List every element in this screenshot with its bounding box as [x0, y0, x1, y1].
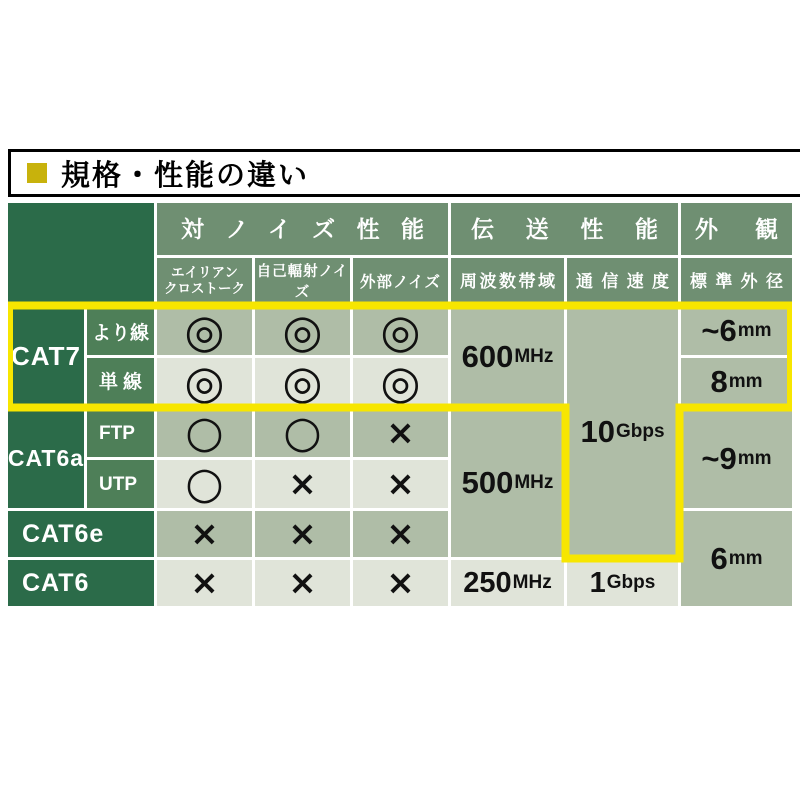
header-diameter: 標準外径	[681, 258, 792, 304]
header-speed: 通信速度	[567, 258, 678, 304]
cell-cat7-stranded-external: ◎	[353, 307, 448, 355]
title-bullet-square	[27, 163, 47, 183]
cell-cat7-solid-diameter: 8 mm	[681, 358, 792, 406]
row-sublabel-cat7-solid: 単線	[87, 358, 154, 406]
cell-speed-1gbps: 1 Gbps	[567, 560, 678, 606]
cell-cat6a-bandwidth: 500 MHz	[451, 409, 564, 557]
cell-cat6-external: ×	[353, 560, 448, 606]
row-label-cat6e: CAT6e	[8, 511, 154, 557]
header-self-radiated-noise: 自己輻射ノイズ	[255, 258, 350, 304]
cell-cat6a-ftp-external: ×	[353, 409, 448, 457]
cell-cat6a-utp-external: ×	[353, 460, 448, 508]
cell-cat6a-ftp-self: ○	[255, 409, 350, 457]
header-external-noise: 外部ノイズ	[353, 258, 448, 304]
spec-comparison-table	[8, 203, 792, 606]
cell-cat7-solid-external: ◎	[353, 358, 448, 406]
cell-cat6a-utp-self: ×	[255, 460, 350, 508]
cell-cat6-self: ×	[255, 560, 350, 606]
cell-cat6e-alien: ×	[157, 511, 252, 557]
cell-cat7-stranded-diameter: ~6 mm	[681, 307, 792, 355]
cell-cat7-stranded-alien: ◎	[157, 307, 252, 355]
cell-cat6a-diameter: ~9 mm	[681, 409, 792, 508]
row-sublabel-cat6a-ftp: FTP	[87, 409, 154, 457]
cell-cat6a-ftp-alien: ○	[157, 409, 252, 457]
cell-cat6e-external: ×	[353, 511, 448, 557]
header-corner-cell	[8, 203, 154, 304]
section-title: 規格・性能の違い	[61, 159, 310, 192]
header-group-transmission: 伝送性能	[451, 203, 678, 255]
header-bandwidth: 周波数帯域	[451, 258, 564, 304]
cell-cat7-solid-alien: ◎	[157, 358, 252, 406]
cell-cat7-bandwidth: 600 MHz	[451, 307, 564, 406]
cell-speed-10gbps: 10 Gbps	[567, 307, 678, 557]
row-sublabel-cat6a-utp: UTP	[87, 460, 154, 508]
header-group-noise: 対ノイズ性能	[157, 203, 448, 255]
row-label-cat6: CAT6	[8, 560, 154, 606]
cell-cat6-diameter: 6 mm	[681, 511, 792, 606]
cell-cat6-alien: ×	[157, 560, 252, 606]
cell-cat7-stranded-self: ◎	[255, 307, 350, 355]
row-label-cat6a: CAT6a	[8, 409, 84, 508]
cell-cat6a-utp-alien: ○	[157, 460, 252, 508]
row-label-cat7: CAT7	[8, 307, 84, 406]
section-title-box	[8, 149, 800, 197]
cell-cat7-solid-self: ◎	[255, 358, 350, 406]
row-sublabel-cat7-stranded: より線	[87, 307, 154, 355]
header-alien-crosstalk: エイリアン クロストーク	[157, 258, 252, 304]
cell-cat6-bandwidth: 250 MHz	[451, 560, 564, 606]
cell-cat6e-self: ×	[255, 511, 350, 557]
header-group-appearance: 外観	[681, 203, 792, 255]
